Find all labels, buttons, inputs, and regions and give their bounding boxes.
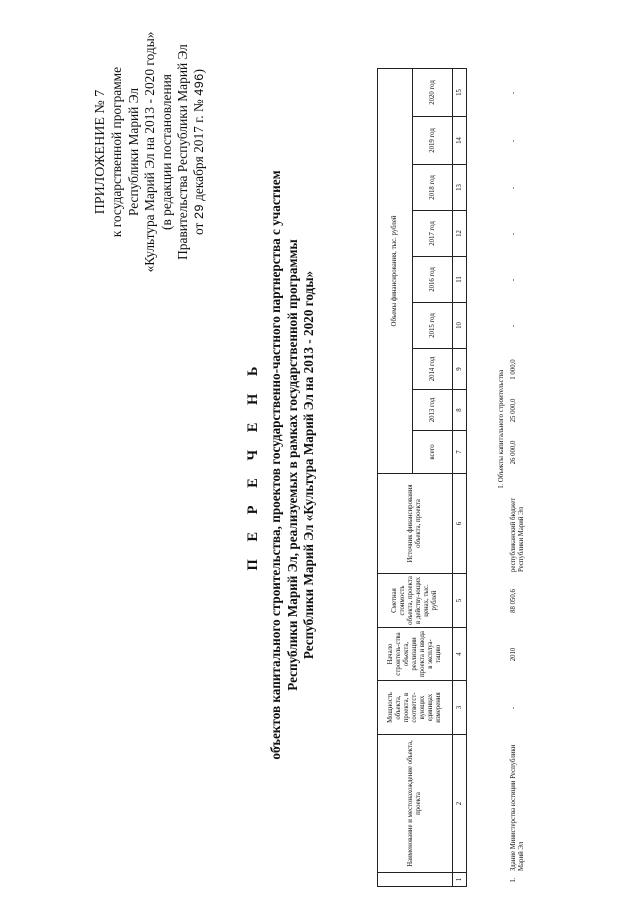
header-cell-2015: 2015 год: [413, 303, 453, 349]
column-number: 8: [453, 390, 467, 431]
title-line: объектов капитального строительства, проектов государственно-частного партнерства с участием: [268, 170, 283, 760]
column-number: 14: [453, 117, 467, 165]
objects-table-body: [509, 69, 527, 887]
column-number: 1: [453, 873, 467, 887]
row-source: республиканский бюджет Республики Марий Эл: [510, 497, 526, 572]
header-cell-capacity: Мощность объекта, проекта, в соответст-вующих единицах измерения: [378, 681, 453, 735]
header-cell-2020: 2020 год: [413, 68, 453, 116]
header-cell-cost: Сметная стоимость объекта, проекта в действу-ющих ценах, тыс. рублей: [378, 574, 453, 628]
title-line: Республики Марий Эл «Культура Марий Эл на 2013 - 2020 годы»: [301, 270, 317, 660]
row-capacity: -: [510, 706, 517, 710]
appendix-line: «Культура Марий Эл на 2013 - 2020 годы»: [142, 31, 158, 273]
column-number: 10: [453, 303, 467, 349]
row-start: 2010: [510, 647, 517, 662]
column-number: 12: [453, 211, 467, 257]
appendix-date-line: [191, 27, 208, 277]
column-number: 2: [453, 735, 467, 873]
date-prefix: от: [191, 222, 207, 236]
column-number: 4: [453, 628, 467, 681]
row-2020: -: [510, 91, 517, 95]
appendix-line: Правительства Республики Марий Эл: [175, 44, 191, 260]
column-number: 6: [453, 474, 467, 574]
row-2017: -: [510, 232, 517, 236]
header-cell-2017: 2017 год: [413, 211, 453, 257]
header-cell-start: Начало строитель-ства объекта, реализации проекта и ввода в эксплуа-тацию: [378, 628, 453, 681]
row-2019: -: [510, 139, 517, 143]
header-cell-2019: 2019 год: [413, 117, 453, 165]
objects-table-header: [377, 68, 467, 887]
row-2014: 1 000,0: [510, 359, 517, 380]
date-suffix: ): [191, 68, 207, 74]
header-cell-2013: 2013 год: [413, 390, 453, 431]
appendix-line: к государственной программе: [109, 66, 125, 238]
column-number: 5: [453, 574, 467, 628]
header-cell-total: всего: [413, 431, 453, 474]
title-main: П Е Р Е Ч Е Н Ь: [245, 359, 261, 571]
row-number: 1.: [510, 877, 517, 883]
appendix-heading: ПРИЛОЖЕНИЕ № 7: [93, 89, 108, 215]
header-cell-funding: Объемы финансирования, тыс. рублей: [378, 68, 413, 473]
row-object-name: Здание Министерства юстиции Республики Марий Эл: [510, 744, 526, 871]
column-number: 11: [453, 257, 467, 303]
column-number: 3: [453, 681, 467, 735]
date-month-year: декабря 2017 г. №: [191, 99, 207, 201]
row-total: 26 000,0: [510, 440, 517, 465]
header-cell-2016: 2016 год: [413, 257, 453, 303]
appendix-line: Республики Марий Эл: [125, 87, 141, 217]
row-cost: 88 050,6: [510, 589, 517, 613]
row-2018: -: [510, 186, 517, 190]
column-number: 7: [453, 431, 467, 474]
appendix-header: [93, 27, 209, 277]
title-line: Республики Марий Эл, реализуемых в рамках государственной программы: [284, 239, 300, 691]
column-number: 13: [453, 165, 467, 211]
header-cell-source: Источник финансирования объекта, проекта: [378, 474, 453, 574]
date-number: 496: [193, 73, 208, 96]
column-number: 15: [453, 68, 467, 116]
header-cell-number: [378, 873, 453, 887]
appendix-line: (в редакции постановления: [158, 74, 174, 230]
header-cell-2018: 2018 год: [413, 165, 453, 211]
header-cell-name: Наименование и местонахождение объекта, проекта: [378, 735, 453, 873]
date-day: 29: [193, 204, 208, 220]
document-title: [245, 85, 318, 845]
table-row: [509, 69, 527, 887]
row-2013: 25 000,0: [510, 398, 517, 423]
row-2015: -: [510, 324, 517, 328]
section-heading: I. Объекты капитального строительства: [497, 369, 505, 489]
column-number: 9: [453, 349, 467, 390]
header-cell-2014: 2014 год: [413, 349, 453, 390]
row-2016: -: [510, 278, 517, 282]
